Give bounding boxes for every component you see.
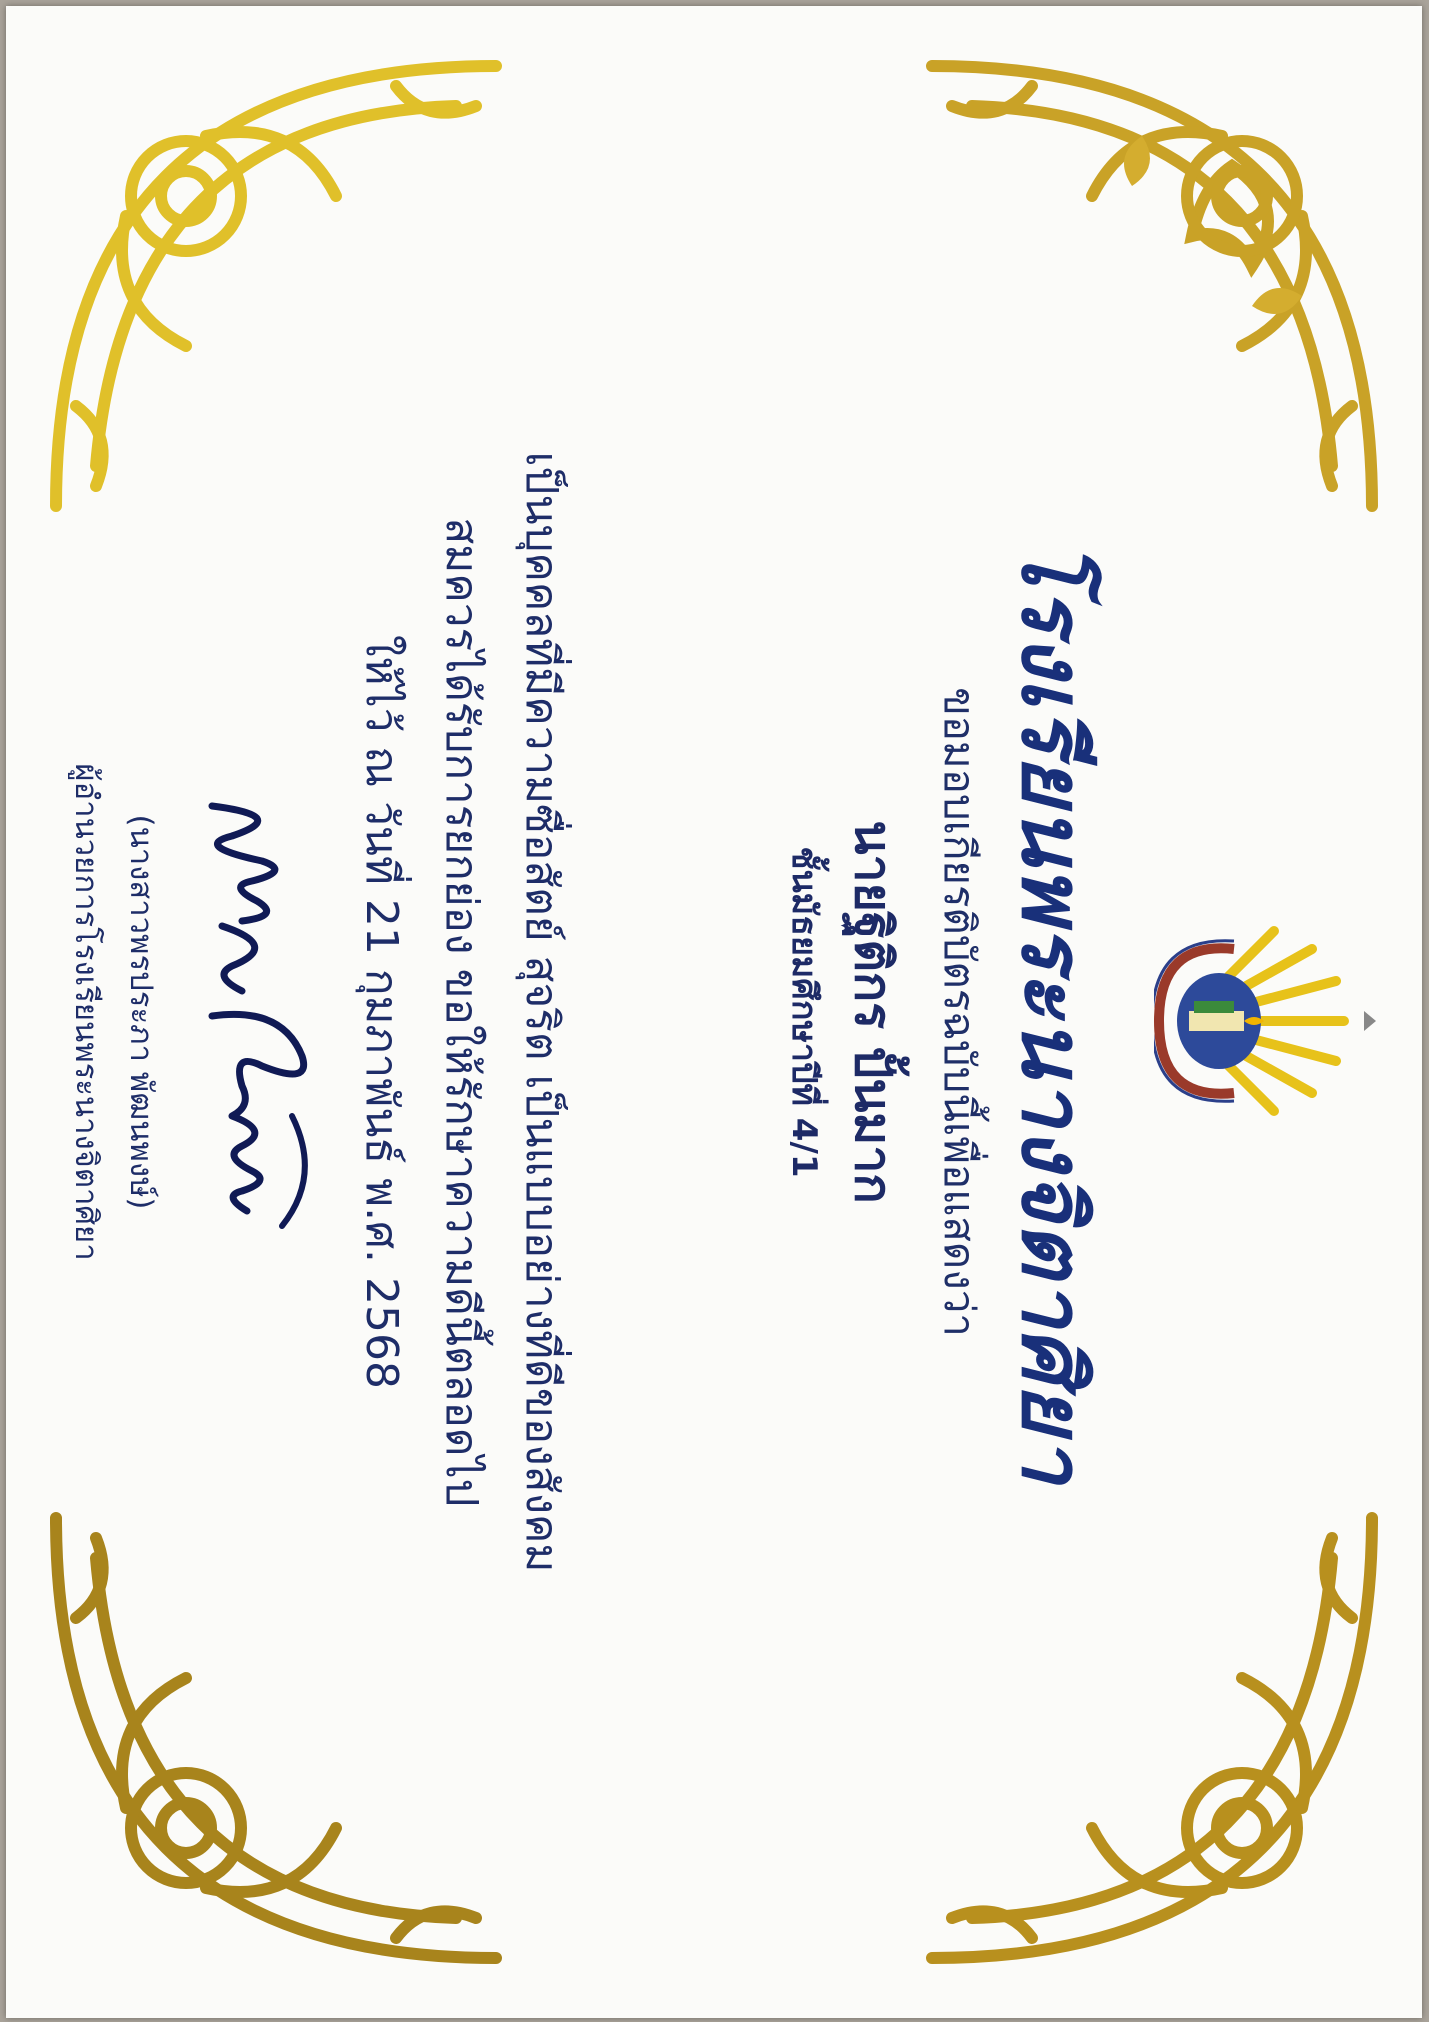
school-name-title: โรงเรียนพระนางจิตาศิยา (1002, 539, 1102, 1485)
signer-title: ผู้อำนวยการโรงเรียนพระนางจิตาศิยา (68, 763, 104, 1261)
signer-name: (นางสาวพรประภา พัฒนพงษ์) (123, 814, 159, 1210)
issue-date: ให้ไว้ ณ วันที่ 21 กุมภาพันธ์ พ.ศ. 2568 (356, 634, 407, 1389)
recipient-class: ชั้นมัธยมศึกษาปีที่ 4/1 (784, 846, 824, 1178)
citation-line-1: เป็นบุคคลที่มีความซื่อสัตย์ สุจริต เป็นแบบอย่างที่ดีของสังคม (516, 451, 567, 1573)
certificate-content (6, 6, 1422, 2018)
citation-line-2: สมควรได้รับการยกย่อง ขอให้รักษาความดีนี้ตลอดไป (436, 517, 487, 1507)
certificate-intro: ขอมอบเกียรติบัตรฉบับนี้เพื่อแสดงว่า (935, 687, 984, 1337)
signature-mark (172, 786, 332, 1246)
school-emblem-icon (1154, 921, 1384, 1121)
recipient-name: นายฐิติกร ปั้นมาก (844, 820, 902, 1204)
certificate-sheet (6, 6, 1422, 2018)
